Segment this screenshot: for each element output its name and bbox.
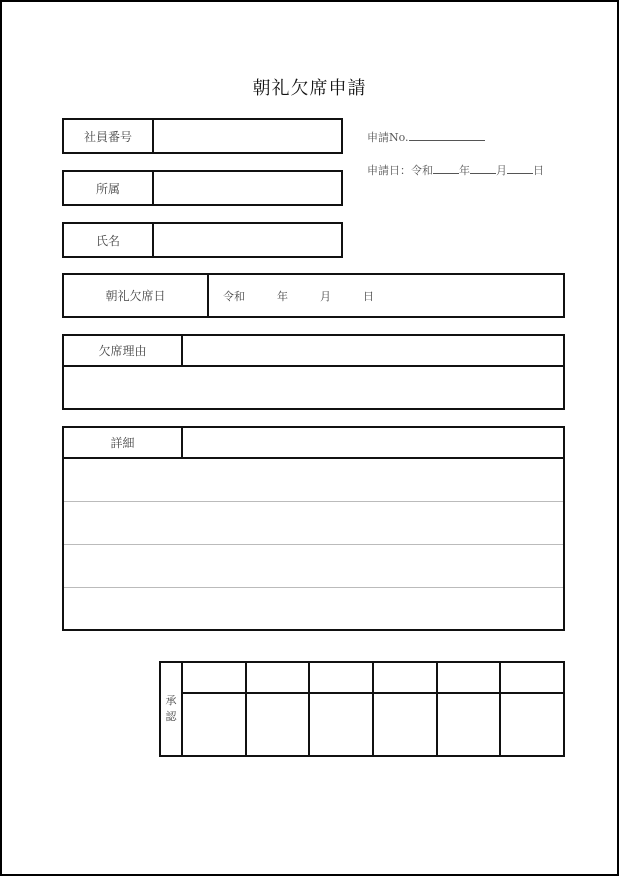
approval-label-char: 承 bbox=[165, 694, 177, 707]
details-line[interactable] bbox=[64, 502, 563, 545]
request-day-label: 日 bbox=[533, 164, 544, 177]
approver-stamp-cell[interactable] bbox=[374, 694, 436, 755]
absence-date-label: 朝礼欠席日 bbox=[64, 275, 209, 316]
reason-header bbox=[64, 336, 563, 367]
approval-label bbox=[161, 663, 183, 755]
approver-title-cell[interactable] bbox=[374, 663, 436, 694]
approver-stamp-cell[interactable] bbox=[501, 694, 563, 755]
absence-day: 日 bbox=[363, 289, 374, 303]
approval-label-char: 認 bbox=[165, 710, 177, 723]
name-input[interactable] bbox=[154, 224, 341, 256]
approval-column bbox=[374, 663, 438, 755]
request-date-label: 申請日：令和 bbox=[367, 164, 433, 177]
details-line[interactable] bbox=[64, 545, 563, 588]
request-year-label: 年 bbox=[459, 164, 470, 177]
name-field bbox=[62, 222, 343, 258]
request-month-blank[interactable] bbox=[470, 163, 496, 174]
reason-label: 欠席理由 bbox=[64, 336, 183, 365]
approver-stamp-cell[interactable] bbox=[247, 694, 309, 755]
details-header bbox=[64, 428, 563, 459]
department-field bbox=[62, 170, 343, 206]
absence-year: 年 bbox=[277, 289, 288, 303]
details-summary-input[interactable] bbox=[183, 428, 563, 457]
approver-title-cell[interactable] bbox=[310, 663, 372, 694]
approval-column bbox=[310, 663, 374, 755]
approver-stamp-cell[interactable] bbox=[438, 694, 500, 755]
employee-number-field bbox=[62, 118, 343, 154]
approval-column bbox=[438, 663, 502, 755]
employee-number-label: 社員番号 bbox=[64, 120, 154, 152]
approval-column bbox=[247, 663, 311, 755]
absence-month: 月 bbox=[320, 289, 331, 303]
approval-column bbox=[183, 663, 247, 755]
absence-date-input[interactable] bbox=[209, 275, 563, 316]
department-label: 所属 bbox=[64, 172, 154, 204]
reason-body-input[interactable] bbox=[64, 367, 563, 408]
approver-title-cell[interactable] bbox=[247, 663, 309, 694]
request-month-label: 月 bbox=[496, 164, 507, 177]
approver-stamp-cell[interactable] bbox=[183, 694, 245, 755]
details-line[interactable] bbox=[64, 588, 563, 629]
approval-cells bbox=[183, 663, 563, 755]
request-number bbox=[367, 129, 485, 145]
reason-box bbox=[62, 334, 565, 410]
request-number-blank[interactable] bbox=[409, 130, 485, 141]
request-number-label: 申請No. bbox=[367, 131, 409, 144]
request-day-blank[interactable] bbox=[507, 163, 533, 174]
approval-table bbox=[159, 661, 565, 757]
details-box bbox=[62, 426, 565, 631]
absence-era: 令和 bbox=[223, 289, 245, 303]
absence-date-row bbox=[62, 273, 565, 318]
approver-stamp-cell[interactable] bbox=[310, 694, 372, 755]
request-year-blank[interactable] bbox=[433, 163, 459, 174]
approver-title-cell[interactable] bbox=[501, 663, 563, 694]
approver-title-cell[interactable] bbox=[183, 663, 245, 694]
approval-column bbox=[501, 663, 563, 755]
employee-number-input[interactable] bbox=[154, 120, 341, 152]
details-line[interactable] bbox=[64, 459, 563, 502]
request-date bbox=[367, 162, 544, 178]
form-title: 朝礼欠席申請 bbox=[252, 78, 367, 99]
name-label: 氏名 bbox=[64, 224, 154, 256]
department-input[interactable] bbox=[154, 172, 341, 204]
approver-title-cell[interactable] bbox=[438, 663, 500, 694]
details-label: 詳細 bbox=[64, 428, 183, 457]
reason-summary-input[interactable] bbox=[183, 336, 563, 365]
